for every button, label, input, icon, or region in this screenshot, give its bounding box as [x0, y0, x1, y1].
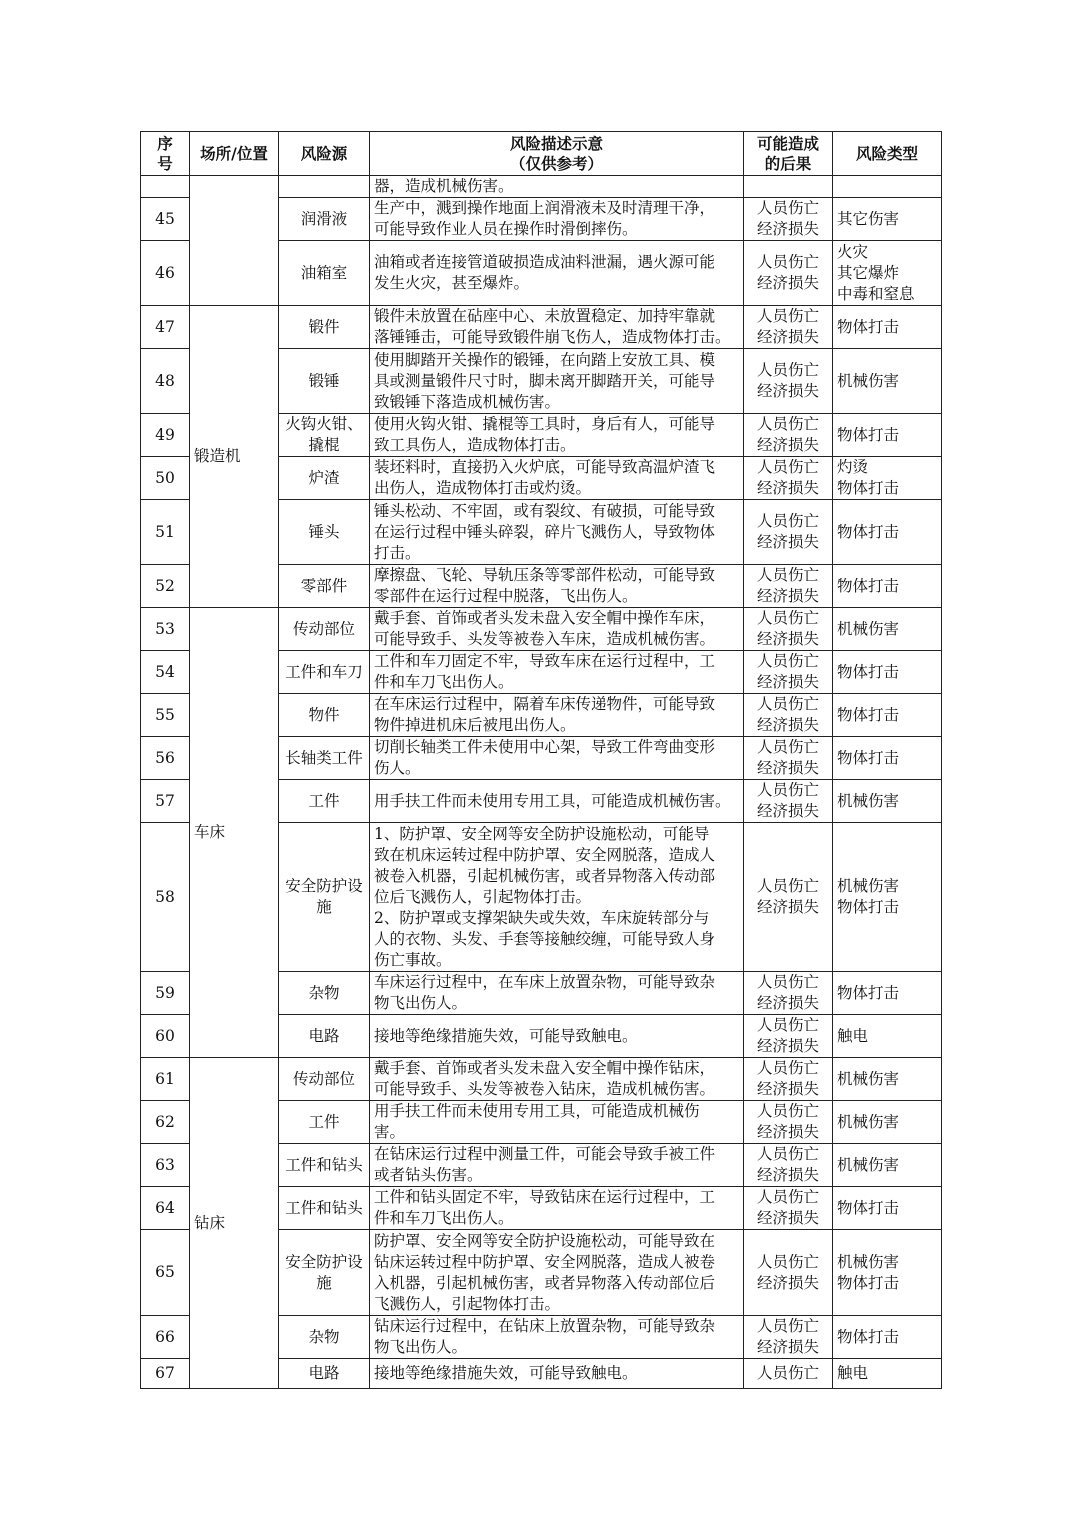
- row-num: 55: [141, 694, 190, 737]
- row-type: 物体打击: [833, 1316, 942, 1359]
- table-row: [141, 1058, 942, 1101]
- row-num: 60: [141, 1015, 190, 1058]
- row-num: 53: [141, 608, 190, 651]
- row-num: 67: [141, 1359, 190, 1389]
- row-num: 62: [141, 1101, 190, 1144]
- row-consequence: 人员伤亡 经济损失: [744, 565, 833, 608]
- row-consequence: 人员伤亡 经济损失: [744, 608, 833, 651]
- row-consequence: 人员伤亡 经济损失: [744, 1015, 833, 1058]
- row-consequence: 人员伤亡 经济损失: [744, 198, 833, 241]
- row-desc: 用手扶工件而未使用专用工具，可能造成机械伤害。: [370, 780, 744, 823]
- site-cell-continued: [190, 176, 279, 306]
- row-consequence: 人员伤亡 经济损失: [744, 414, 833, 457]
- row-desc: 摩擦盘、飞轮、导轨压条等零部件松动，可能导致 零部件在运行过程中脱落，飞出伤人。: [370, 565, 744, 608]
- row-num: 48: [141, 349, 190, 414]
- row-num: 57: [141, 780, 190, 823]
- table-row: [141, 306, 942, 349]
- row-desc: 锻件未放置在砧座中心、未放置稳定、加持牢靠就 落锤锤击，可能导致锻件崩飞伤人，造成物体打击。: [370, 306, 744, 349]
- table-row: [141, 176, 942, 198]
- row-num: 56: [141, 737, 190, 780]
- row-type: 物体打击: [833, 972, 942, 1015]
- row-source: 炉渣: [279, 457, 370, 500]
- header-site: 场所/位置: [190, 132, 279, 176]
- row-source: 安全防护设施: [279, 823, 370, 972]
- row-type: 机械伤害 物体打击: [833, 823, 942, 972]
- row-type: 触电: [833, 1359, 942, 1389]
- row-type: 火灾 其它爆炸 中毒和窒息: [833, 241, 942, 306]
- row-source: 电路: [279, 1015, 370, 1058]
- row-consequence: 人员伤亡 经济损失: [744, 972, 833, 1015]
- row-type: 机械伤害 物体打击: [833, 1230, 942, 1316]
- row-source: 工件: [279, 780, 370, 823]
- row-type: 物体打击: [833, 694, 942, 737]
- row-desc: 戴手套、首饰或者头发未盘入安全帽中操作车床， 可能导致手、头发等被卷入车床，造成机械伤害。: [370, 608, 744, 651]
- header-consequence: 可能造成的后果: [744, 132, 833, 176]
- row-num: [141, 176, 190, 198]
- table-row: [141, 608, 942, 651]
- row-num: 66: [141, 1316, 190, 1359]
- row-consequence: 人员伤亡 经济损失: [744, 241, 833, 306]
- row-type: [833, 176, 942, 198]
- row-source: 杂物: [279, 1316, 370, 1359]
- header-source: 风险源: [279, 132, 370, 176]
- row-desc: 使用火钩火钳、撬棍等工具时，身后有人，可能导 致工具伤人，造成物体打击。: [370, 414, 744, 457]
- row-source: 传动部位: [279, 608, 370, 651]
- row-desc: 工件和车刀固定不牢，导致车床在运行过程中，工 件和车刀飞出伤人。: [370, 651, 744, 694]
- row-desc: 工件和钻头固定不牢，导致钻床在运行过程中，工 件和车刀飞出伤人。: [370, 1187, 744, 1230]
- row-source: 工件和车刀: [279, 651, 370, 694]
- row-consequence: 人员伤亡: [744, 1359, 833, 1389]
- row-num: 52: [141, 565, 190, 608]
- row-type: 机械伤害: [833, 349, 942, 414]
- row-consequence: 人员伤亡 经济损失: [744, 500, 833, 565]
- row-num: 54: [141, 651, 190, 694]
- row-type: 机械伤害: [833, 1101, 942, 1144]
- row-desc: 油箱或者连接管道破损造成油料泄漏，遇火源可能 发生火灾，甚至爆炸。: [370, 241, 744, 306]
- row-type: 物体打击: [833, 500, 942, 565]
- header-desc-line2: （仅供参考）: [509, 153, 603, 173]
- row-desc: 1、防护罩、安全网等安全防护设施松动，可能导 致在机床运转过程中防护罩、安全网脱落，造成人 被卷入机器，引起机械伤害，或者异物落入传动部 位后飞溅伤人，引起物体打击。 2、防护罩或支撑架缺失或失效，车床旋转部分与 人的衣物、头发、手套等接触绞缠，可能导致人身 伤亡事故。: [370, 823, 744, 972]
- row-consequence: 人员伤亡 经济损失: [744, 651, 833, 694]
- row-consequence: 人员伤亡 经济损失: [744, 1230, 833, 1316]
- row-type: 灼烫 物体打击: [833, 457, 942, 500]
- row-num: 51: [141, 500, 190, 565]
- row-desc: 使用脚踏开关操作的锻锤，在向踏上安放工具、模 具或测量锻件尺寸时，脚未离开脚踏开关，可能导 致锻锤下落造成机械伤害。: [370, 349, 744, 414]
- row-consequence: 人员伤亡 经济损失: [744, 694, 833, 737]
- row-source: 油箱室: [279, 241, 370, 306]
- row-num: 61: [141, 1058, 190, 1101]
- row-consequence: 人员伤亡 经济损失: [744, 1316, 833, 1359]
- row-consequence: 人员伤亡 经济损失: [744, 1058, 833, 1101]
- row-desc: 戴手套、首饰或者头发未盘入安全帽中操作钻床， 可能导致手、头发等被卷入钻床，造成机械伤害。: [370, 1058, 744, 1101]
- row-consequence: 人员伤亡 经济损失: [744, 1144, 833, 1187]
- row-desc: 钻床运行过程中，在钻床上放置杂物，可能导致杂 物飞出伤人。: [370, 1316, 744, 1359]
- site-drill: 钻床: [190, 1058, 279, 1389]
- row-type: 物体打击: [833, 414, 942, 457]
- row-consequence: [744, 176, 833, 198]
- row-num: 50: [141, 457, 190, 500]
- row-type: 机械伤害: [833, 780, 942, 823]
- row-type: 其它伤害: [833, 198, 942, 241]
- row-consequence: 人员伤亡 经济损失: [744, 349, 833, 414]
- row-consequence: 人员伤亡 经济损失: [744, 1187, 833, 1230]
- header-type: 风险类型: [833, 132, 942, 176]
- row-desc: 车床运行过程中，在车床上放置杂物，可能导致杂 物飞出伤人。: [370, 972, 744, 1015]
- row-num: 45: [141, 198, 190, 241]
- header-row: [141, 132, 942, 176]
- row-desc: 切削长轴类工件未使用中心架，导致工件弯曲变形 伤人。: [370, 737, 744, 780]
- row-desc: 接地等绝缘措施失效，可能导致触电。: [370, 1015, 744, 1058]
- row-source: 工件: [279, 1101, 370, 1144]
- row-consequence: 人员伤亡 经济损失: [744, 737, 833, 780]
- site-lathe: 车床: [190, 608, 279, 1058]
- row-type: 物体打击: [833, 565, 942, 608]
- row-num: 46: [141, 241, 190, 306]
- row-num: 47: [141, 306, 190, 349]
- row-source: [279, 176, 370, 198]
- row-consequence: 人员伤亡 经济损失: [744, 1101, 833, 1144]
- row-num: 65: [141, 1230, 190, 1316]
- row-type: 物体打击: [833, 651, 942, 694]
- row-source: 物件: [279, 694, 370, 737]
- row-num: 64: [141, 1187, 190, 1230]
- row-source: 杂物: [279, 972, 370, 1015]
- row-type: 机械伤害: [833, 1144, 942, 1187]
- header-desc-line1: 风险描述示意: [509, 133, 603, 153]
- row-source: 火钩火钳、撬棍: [279, 414, 370, 457]
- header-desc: [370, 132, 744, 176]
- row-num: 59: [141, 972, 190, 1015]
- row-source: 锻锤: [279, 349, 370, 414]
- row-source: 锤头: [279, 500, 370, 565]
- row-type: 物体打击: [833, 306, 942, 349]
- row-source: 零部件: [279, 565, 370, 608]
- row-num: 63: [141, 1144, 190, 1187]
- row-type: 机械伤害: [833, 1058, 942, 1101]
- row-source: 锻件: [279, 306, 370, 349]
- row-desc: 器，造成机械伤害。: [370, 176, 744, 198]
- row-desc: 锤头松动、不牢固，或有裂纹、有破损，可能导致 在运行过程中锤头碎裂，碎片飞溅伤人，导致物体 打击。: [370, 500, 744, 565]
- row-desc: 用手扶工件而未使用专用工具，可能造成机械伤 害。: [370, 1101, 744, 1144]
- row-desc: 生产中，溅到操作地面上润滑液未及时清理干净， 可能导致作业人员在操作时滑倒摔伤。: [370, 198, 744, 241]
- row-source: 工件和钻头: [279, 1144, 370, 1187]
- row-source: 安全防护设施: [279, 1230, 370, 1316]
- row-source: 工件和钻头: [279, 1187, 370, 1230]
- row-type: 触电: [833, 1015, 942, 1058]
- row-source: 传动部位: [279, 1058, 370, 1101]
- row-type: 物体打击: [833, 737, 942, 780]
- row-consequence: 人员伤亡 经济损失: [744, 306, 833, 349]
- row-desc: 在钻床运行过程中测量工件，可能会导致手被工件 或者钻头伤害。: [370, 1144, 744, 1187]
- row-type: 机械伤害: [833, 608, 942, 651]
- row-source: 长轴类工件: [279, 737, 370, 780]
- row-source: 电路: [279, 1359, 370, 1389]
- row-num: 58: [141, 823, 190, 972]
- risk-table: [140, 131, 942, 1389]
- header-num: 序号: [141, 132, 190, 176]
- row-consequence: 人员伤亡 经济损失: [744, 780, 833, 823]
- row-consequence: 人员伤亡 经济损失: [744, 457, 833, 500]
- site-forging: 锻造机: [190, 306, 279, 608]
- row-desc: 在车床运行过程中，隔着车床传递物件，可能导致 物件掉进机床后被甩出伤人。: [370, 694, 744, 737]
- row-type: 物体打击: [833, 1187, 942, 1230]
- row-num: 49: [141, 414, 190, 457]
- row-desc: 防护罩、安全网等安全防护设施松动，可能导致在 钻床运转过程中防护罩、安全网脱落，造成人被卷 入机器，引起机械伤害，或者异物落入传动部位后 飞溅伤人，引起物体打击。: [370, 1230, 744, 1316]
- row-source: 润滑液: [279, 198, 370, 241]
- row-desc: 接地等绝缘措施失效，可能导致触电。: [370, 1359, 744, 1389]
- row-desc: 装坯料时，直接扔入火炉底，可能导致高温炉渣飞 出伤人，造成物体打击或灼烫。: [370, 457, 744, 500]
- row-consequence: 人员伤亡 经济损失: [744, 823, 833, 972]
